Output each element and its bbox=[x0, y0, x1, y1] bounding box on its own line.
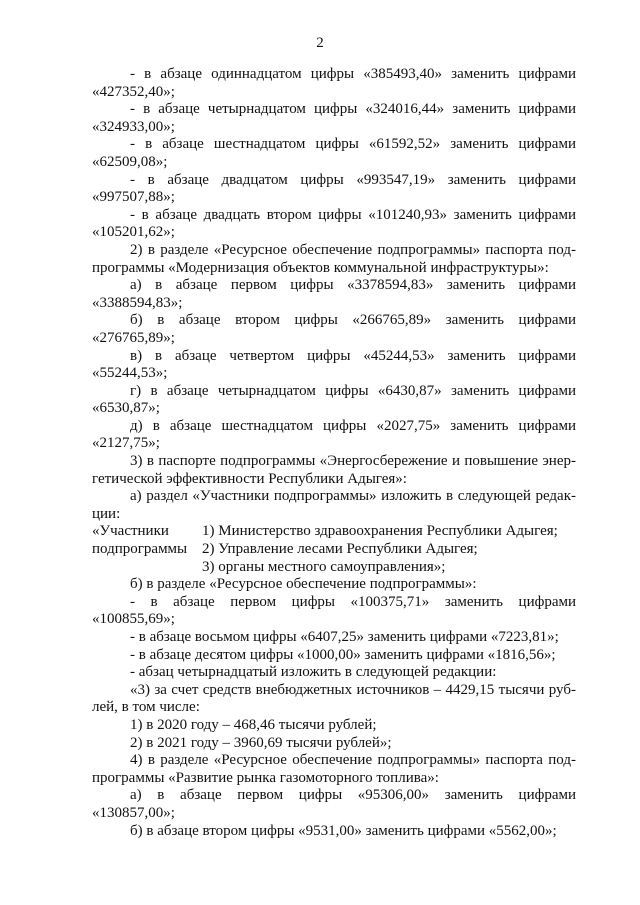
text-line: 1) в 2020 году – 468,46 тысячи рублей; bbox=[130, 716, 377, 733]
text-line: «997507,88»; bbox=[92, 189, 175, 206]
text-line: д) в абзаце шестнадцатом цифры «2027,75» заменить цифрами bbox=[130, 417, 576, 434]
text-line: «130857,00»; bbox=[92, 804, 175, 821]
text-line: - в абзаце двадцать втором цифры «101240,93» заменить цифрами bbox=[130, 206, 576, 223]
participants-label-line1: «Участники bbox=[92, 523, 169, 540]
text-line: «276765,89»; bbox=[92, 329, 175, 346]
participants-table bbox=[92, 523, 576, 576]
text-line: - абзац четырнадцатый изложить в следующей редакции: bbox=[130, 664, 497, 681]
text-line: «3) за счет средств внебюджетных источников – 4429,15 тысячи руб- bbox=[130, 681, 576, 698]
text-line: г) в абзаце четырнадцатом цифры «6430,87» заменить цифрами bbox=[130, 382, 576, 399]
text-line: б) в разделе «Ресурсное обеспечение подпрограммы»: bbox=[130, 576, 477, 593]
text-line: «55244,53»; bbox=[92, 365, 168, 382]
text-line: «2127,75»; bbox=[92, 435, 160, 452]
participants-label-empty bbox=[92, 559, 202, 577]
text-line: - в абзаце одиннадцатом цифры «385493,40» заменить цифрами bbox=[130, 66, 576, 82]
text-line: «62509,08»; bbox=[92, 153, 168, 170]
text-line: 4) в разделе «Ресурсное обеспечение подпрограммы» паспорта под- bbox=[130, 752, 576, 769]
text-line: - в абзаце двадцатом цифры «993547,19» заменить цифрами bbox=[130, 171, 576, 188]
document-body bbox=[92, 66, 576, 840]
text-line: - в абзаце десятом цифры «1000,00» заменить цифрами «1816,56»; bbox=[130, 646, 556, 663]
text-line: а) в абзаце первом цифры «95306,00» заменить цифрами bbox=[130, 787, 576, 804]
page-number: 2 bbox=[316, 35, 324, 51]
text-line: б) в абзаце втором цифры «266765,89» заменить цифрами bbox=[130, 312, 576, 329]
text-line: программы «Модернизация объектов коммунальной инфраструктуры»: bbox=[92, 259, 549, 276]
text-line: - в абзаце первом цифры «100375,71» заменить цифрами bbox=[130, 593, 576, 610]
text-line: гетической эффективности Республики Адыгея»: bbox=[92, 470, 407, 487]
text-line: «427352,40»; bbox=[92, 83, 175, 100]
paragraphs-before bbox=[92, 66, 576, 523]
text-line: лей, в том числе: bbox=[92, 699, 200, 716]
text-line: - в абзаце шестнадцатом цифры «61592,52» заменить цифрами bbox=[130, 136, 576, 153]
text-line: «324933,00»; bbox=[92, 118, 175, 135]
text-line: «3388594,83»; bbox=[92, 294, 183, 311]
text-line: - в абзаце четырнадцатом цифры «324016,44» заменить цифрами bbox=[130, 101, 576, 118]
participants-item-2: 2) Управление лесами Республики Адыгея; bbox=[202, 541, 478, 558]
text-line: а) в абзаце первом цифры «3378594,83» заменить цифрами bbox=[130, 277, 576, 294]
text-line: - в абзаце восьмом цифры «6407,25» заменить цифрами «7223,81»; bbox=[130, 629, 559, 645]
participants-label-line2: подпрограммы bbox=[92, 541, 188, 558]
text-line: «105201,62»; bbox=[92, 224, 175, 241]
text-line: 3) в паспорте подпрограммы «Энергосбережение и повышение энер- bbox=[130, 453, 576, 470]
text-line: в) в абзаце четвертом цифры «45244,53» заменить цифрами bbox=[130, 347, 576, 364]
text-line: 2) в разделе «Ресурсное обеспечение подпрограммы» паспорта под- bbox=[130, 241, 576, 258]
text-line: программы «Развитие рынка газомоторного топлива»: bbox=[92, 769, 439, 786]
text-line: 2) в 2021 году – 3960,69 тысячи рублей»; bbox=[130, 734, 392, 751]
text-line: а) раздел «Участники подпрограммы» изложить в следующей редак- bbox=[130, 488, 576, 505]
text-line: б) в абзаце втором цифры «9531,00» заменить цифрами «5562,00»; bbox=[130, 822, 557, 839]
text-line: ции: bbox=[92, 505, 121, 522]
participants-item-3: 3) органы местного самоуправления»; bbox=[202, 558, 446, 575]
text-line: «100855,69»; bbox=[92, 611, 175, 628]
participants-item-1: 1) Министерство здравоохранения Республики Адыгея; bbox=[202, 523, 558, 540]
text-line: «6530,87»; bbox=[92, 400, 160, 417]
paragraphs-after bbox=[92, 576, 576, 840]
